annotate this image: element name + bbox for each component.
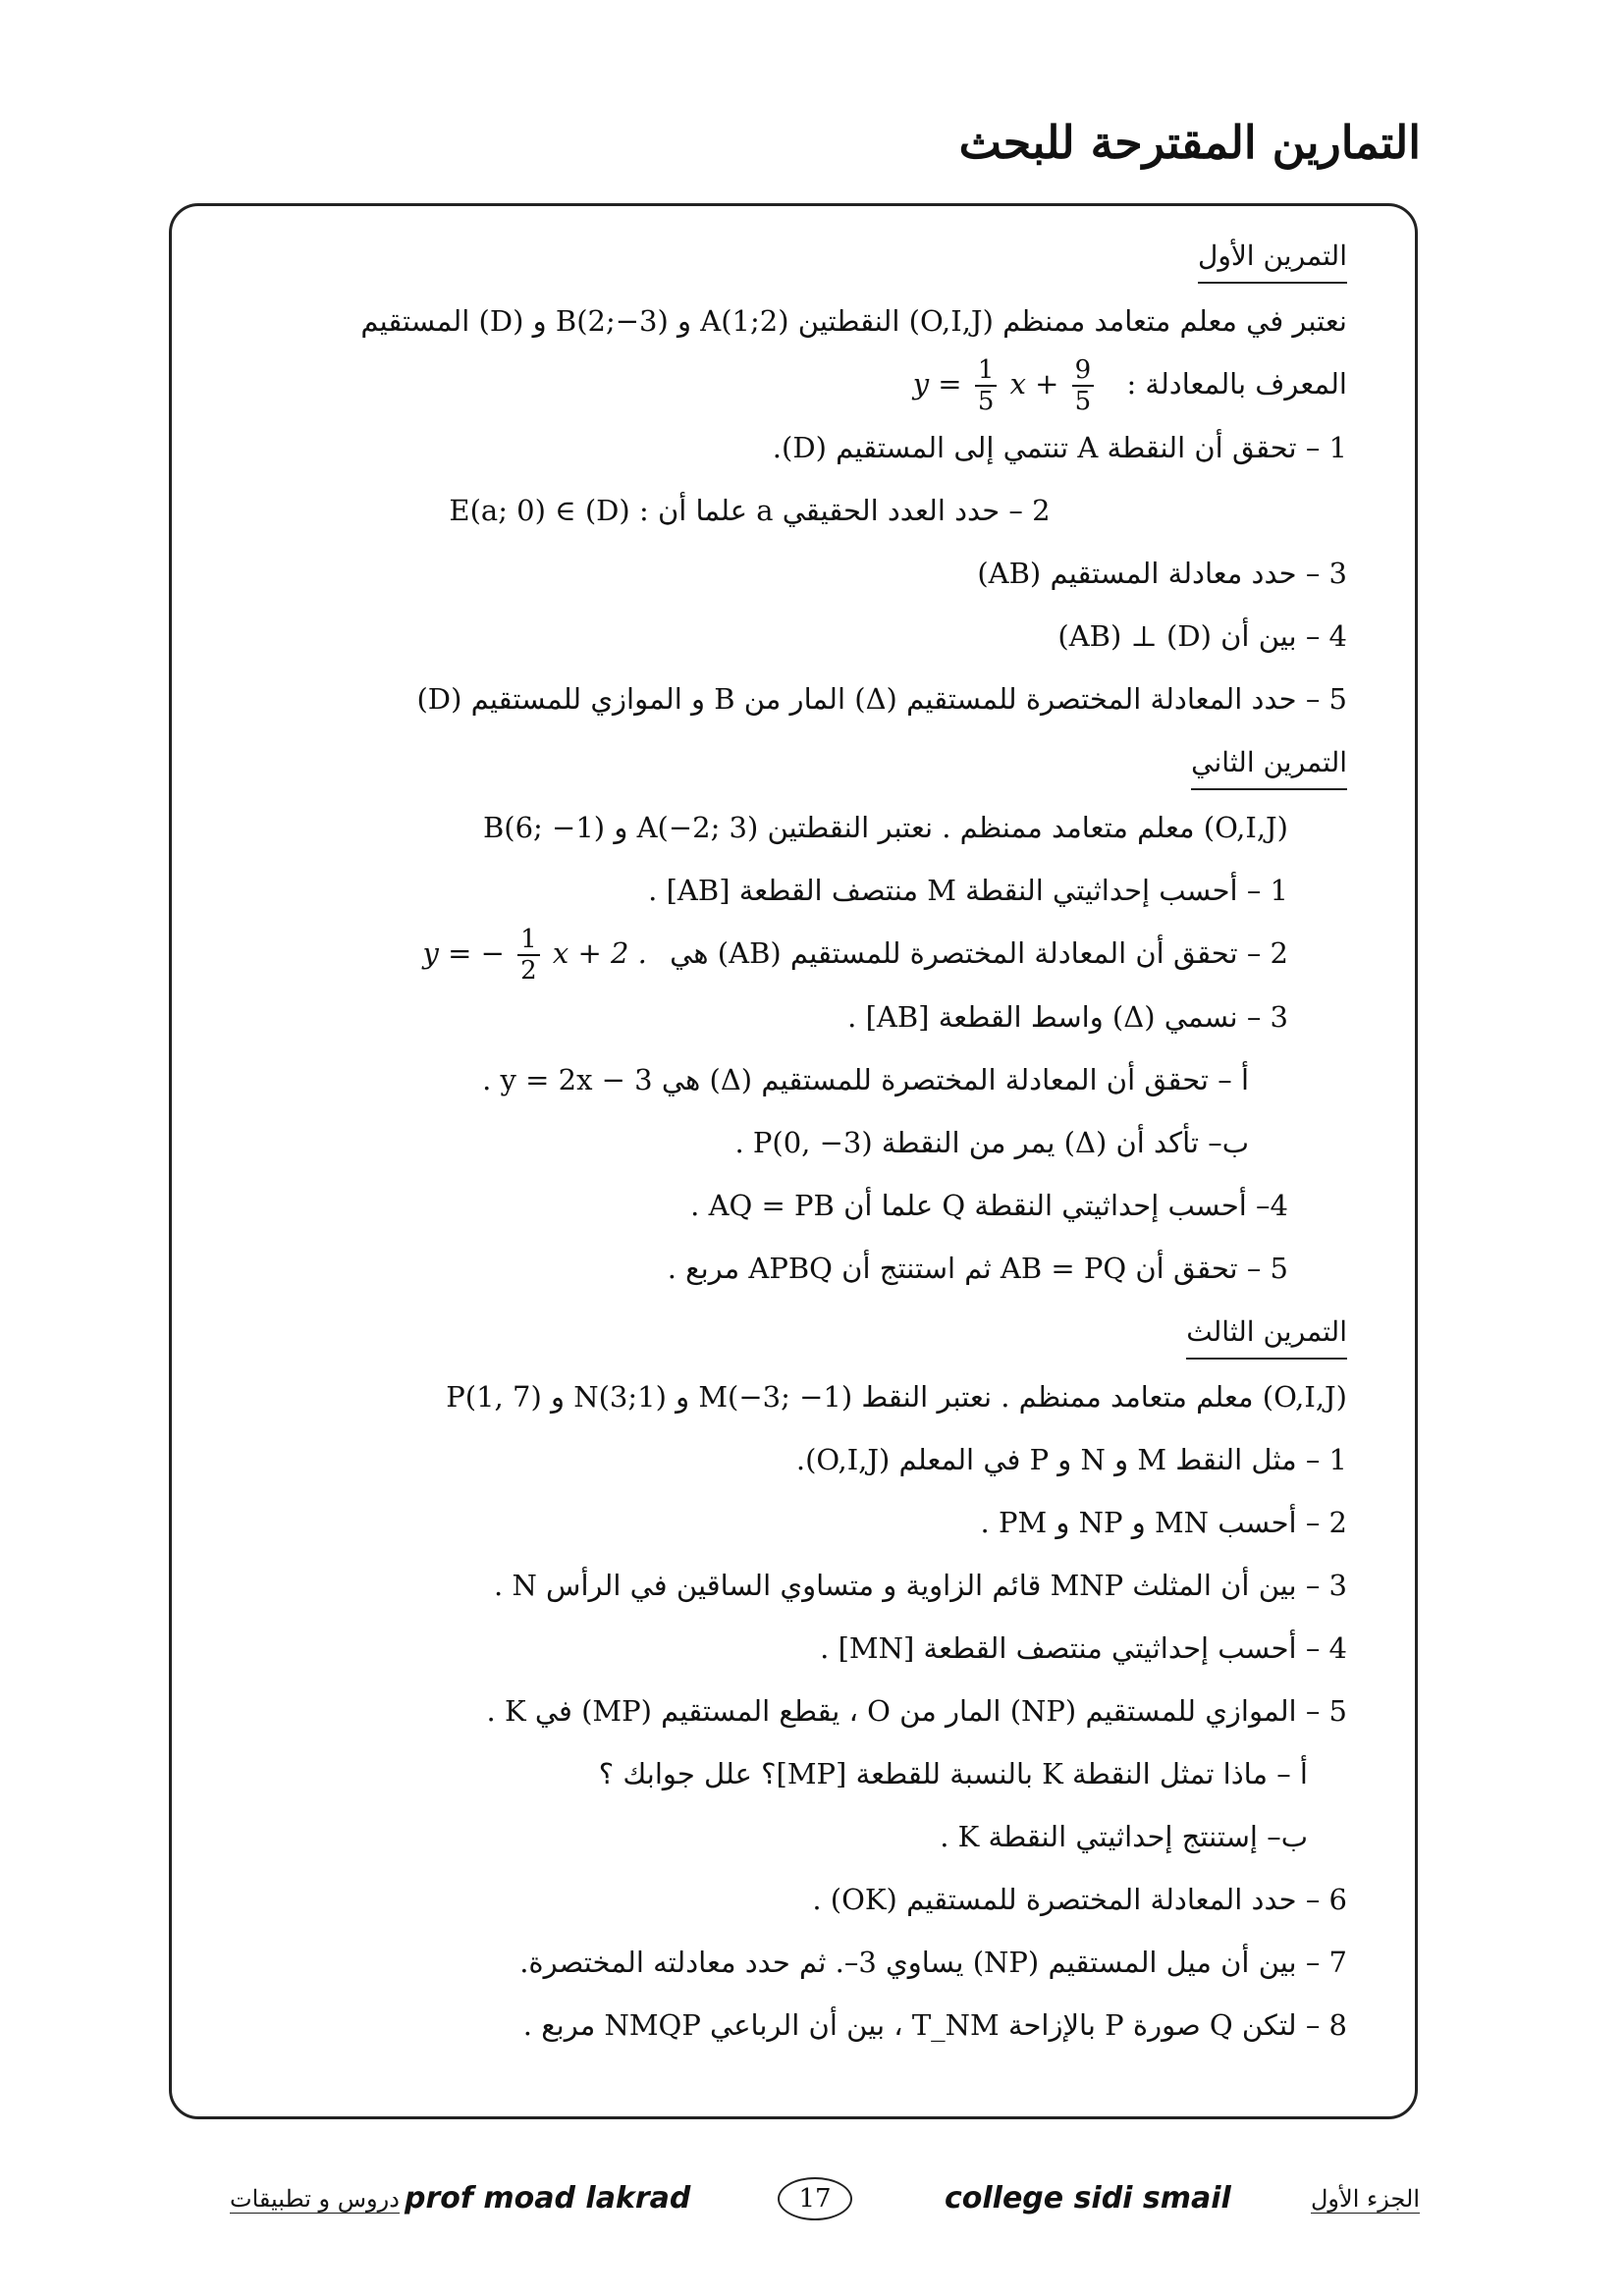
exercise-1-line: المعرف بالمعادلة : (1126, 367, 1347, 400)
exercise-3-line: 5 – الموازي للمستقيم (NP) المار من O ، يقطع المستقيم (MP) في K . (486, 1694, 1347, 1728)
exercise-3-line: (O,I,J) معلم متعامد ممنظم . نعتبر النقط M(−3; −1) و N(3;1) و P(1, 7) (446, 1380, 1347, 1414)
equation-lhs: y = − (422, 936, 505, 970)
exercise-1-line: 4 – بين أن (D) ⊥ (AB) (1057, 619, 1347, 653)
footer-school: college sidi smail (945, 2181, 1231, 2216)
fraction-numerator: 9 (1072, 355, 1095, 387)
fraction (1072, 355, 1095, 416)
page-number: 17 (778, 2177, 852, 2220)
exercise-3-line: 8 – لتكن Q صورة P بالإزاحة T_NM ، بين أن الرباعي NMQP مربع . (522, 2008, 1347, 2042)
equation-mid: x + (1009, 367, 1059, 400)
exercise-1-title: التمرين الأول (1198, 234, 1347, 284)
fraction-denominator: 2 (520, 956, 537, 986)
exercise-2-line: أ – تحقق أن المعادلة المختصرة للمستقيم (Δ) هي y = 2x − 3 . (482, 1063, 1249, 1096)
footer-author: prof moad lakrad (405, 2181, 691, 2216)
fraction-denominator: 5 (1074, 387, 1092, 416)
fraction (517, 925, 540, 986)
exercise-2-equation-line (270, 922, 1347, 986)
exercise-1-equation-line (270, 352, 1347, 416)
equation-lhs: y = (912, 367, 962, 400)
fraction-denominator: 5 (977, 387, 995, 416)
fraction (975, 355, 998, 416)
exercise-2-line: 5 – تحقق أن AB = PQ ثم استنتج أن APBQ مربع . (667, 1252, 1288, 1285)
exercise-3-line: ب– إستنتج إحداثيتي النقطة K . (940, 1820, 1308, 1853)
exercise-1-line: 5 – حدد المعادلة المختصرة للمستقيم (Δ) المار من B و الموازي للمستقيم (D) (416, 682, 1347, 716)
exercise-2-line: ب– تأكد أن (Δ) يمر من النقطة P(0, −3) . (734, 1126, 1249, 1159)
exercise-3-line: 7 – بين أن ميل المستقيم (NP) يساوي 3–. ثم حدد معادلته المختصرة. (519, 1946, 1347, 1979)
exercise-2-line: 4– أحسب إحداثيتي النقطة Q علما أن AQ = PB . (690, 1189, 1288, 1222)
exercise-3-line: 3 – بين أن المثلث MNP قائم الزاوية و متساوي الساقين في الرأس N . (494, 1569, 1347, 1602)
exercise-3-line: 6 – حدد المعادلة المختصرة للمستقيم (OK) . (812, 1883, 1347, 1916)
exercise-3-line: 4 – أحسب إحداثيتي منتصف القطعة [MN] . (820, 1631, 1347, 1665)
line-equation (913, 352, 1099, 416)
exercise-3-title: التمرين الثالث (1186, 1309, 1347, 1360)
exercise-3-line: أ – ماذا تمثل النقطة K بالنسبة للقطعة [MP]؟ علل جوابك ؟ (598, 1757, 1308, 1790)
line-equation (423, 922, 647, 986)
exercise-3-line: 2 – أحسب MN و NP و PM . (980, 1506, 1347, 1539)
exercise-1-line: نعتبر في معلم متعامد ممنظم (O,I,J) النقطتين A(1;2) و B(2;−3) و (D) المستقيم (360, 304, 1347, 338)
fraction-numerator: 1 (975, 355, 998, 387)
page-footer (226, 2177, 1437, 2222)
exercise-2-line: 2 – تحقق أن المعادلة المختصرة للمستقيم (AB) هي (670, 936, 1288, 970)
exercise-2-line: (O,I,J) معلم متعامد ممنظم . نعتبر النقطتين A(−2; 3) و B(6; −1) (482, 811, 1288, 844)
footer-right-label: الجزء الأول (1310, 2185, 1420, 2213)
exercise-1-line: 1 – تحقق أن النقطة A تنتمي إلى المستقيم (D). (772, 431, 1347, 464)
exercise-content (270, 224, 1347, 2056)
page-title: التمارين المقترحة للبحث (958, 116, 1421, 169)
fraction-numerator: 1 (517, 925, 540, 956)
exercise-2-line: 3 – نسمي (Δ) واسط القطعة [AB] . (847, 1000, 1288, 1034)
exercise-3-line: 1 – مثل النقط M و N و P في المعلم (O,I,J). (795, 1443, 1347, 1476)
exercise-2-title: التمرين الثاني (1191, 740, 1347, 790)
exercise-2-line: 1 – أحسب إحداثيتي النقطة M منتصف القطعة [AB] . (648, 874, 1288, 907)
exercise-1-line: 2 – حدد العدد الحقيقي a علما أن : E(a; 0) ∈ (D) (449, 494, 1051, 527)
exercise-1-line: 3 – حدد معادلة المستقيم (AB) (977, 557, 1347, 590)
equation-rhs: x + 2 . (552, 936, 647, 970)
footer-left-label: دروس و تطبيقات (230, 2185, 400, 2213)
